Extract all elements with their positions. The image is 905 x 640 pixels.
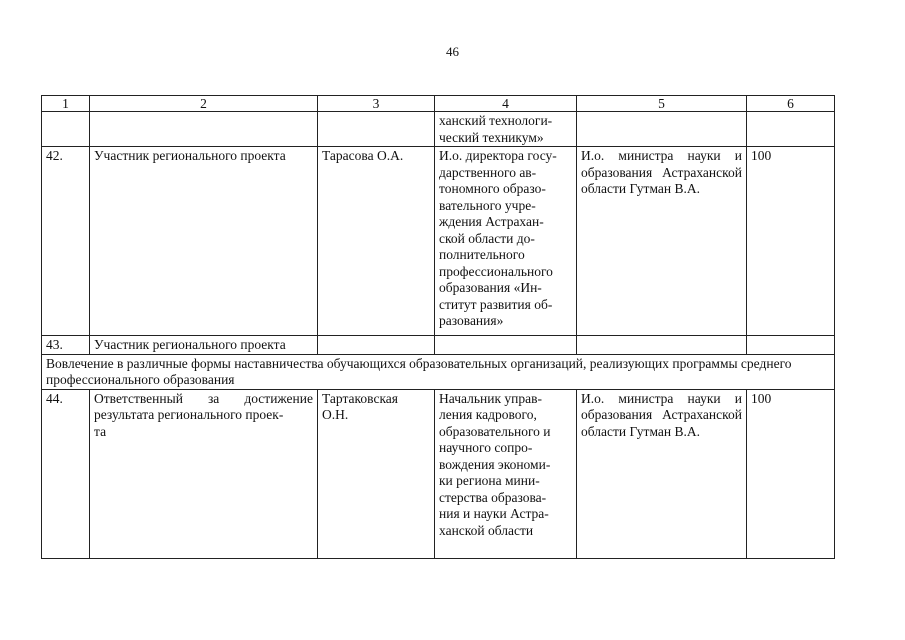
- role-cell: Ответственный за достижение результата регионального проек- та: [90, 389, 318, 558]
- cell-empty: [435, 336, 577, 355]
- table-row-42: [42, 147, 835, 336]
- table-row-44: [42, 389, 835, 558]
- role-cell: Участник регионального проекта: [90, 336, 318, 355]
- cell-empty: [747, 112, 835, 147]
- header-cell-6: 6: [747, 96, 835, 112]
- value-cell: 100: [747, 389, 835, 558]
- row-number: 44.: [42, 389, 90, 558]
- assignment-table: [41, 95, 835, 559]
- header-row: [42, 96, 835, 112]
- position-cell: И.о. директора госу- дарственного ав- тономного образо- вательного учре- ждения Астрахан- ской области до- полнительного профессионального образования «Ин- ститут развития об- разования»: [435, 147, 577, 336]
- position-cell: ханский технологи- ческий техникум»: [435, 112, 577, 147]
- value-cell: 100: [747, 147, 835, 336]
- table-row-43: [42, 336, 835, 355]
- cell-empty: [577, 112, 747, 147]
- cell-empty: [577, 336, 747, 355]
- role-cell: Участник регионального проекта: [90, 147, 318, 336]
- person-cell: Тарасова О.А.: [318, 147, 435, 336]
- header-cell-4: 4: [435, 96, 577, 112]
- page-number: 46: [446, 44, 459, 59]
- table-row-continuation: [42, 112, 835, 147]
- row-number: 43.: [42, 336, 90, 355]
- row-number: 42.: [42, 147, 90, 336]
- header-cell-3: 3: [318, 96, 435, 112]
- cell-empty: [90, 112, 318, 147]
- cell-empty: [318, 112, 435, 147]
- person-cell: Тартаковская О.Н.: [318, 389, 435, 558]
- header-cell-2: 2: [90, 96, 318, 112]
- header-cell-5: 5: [577, 96, 747, 112]
- section-row: [42, 354, 835, 389]
- cell-empty: [42, 112, 90, 147]
- cell-empty: [747, 336, 835, 355]
- header-cell-1: 1: [42, 96, 90, 112]
- approver-cell: И.о. министра науки и образования Астраханской области Гутман В.А.: [577, 389, 747, 558]
- section-heading: Вовлечение в различные формы наставничества обучающихся образовательных организаций, реализующих программы среднего профессионального образования: [42, 354, 835, 389]
- approver-cell: И.о. министра науки и образования Астраханской области Гутман В.А.: [577, 147, 747, 336]
- position-cell: Начальник управ- ления кадрового, образовательного и научного сопро- вождения экономи- ки региона мини- стерства образова- ния и науки Астра- ханской области: [435, 389, 577, 558]
- cell-empty: [318, 336, 435, 355]
